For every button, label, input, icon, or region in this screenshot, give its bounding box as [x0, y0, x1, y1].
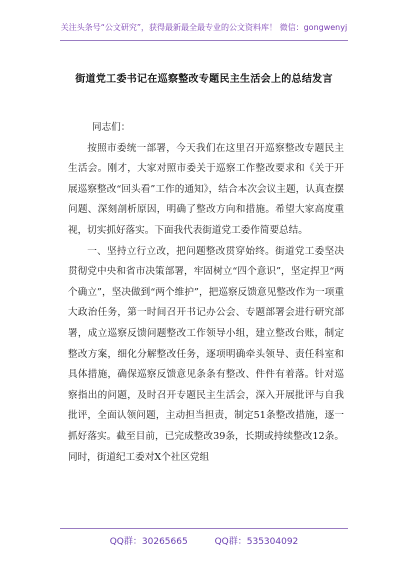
document-title: 街道党工委书记在巡察整改专题民主生活会上的总结发言 [75, 74, 333, 85]
paragraph-2: 一、坚持立行立改，把问题整改贯穿始终。街道党工委坚决贯彻党中央和省市决策部署，牢固树立“四个意识”，坚定捍卫“两个确立”，坚决做到“两个维护”，把巡察反馈意见整改作为一项重大政治任务，第一时间召开书记办公会、专题部署会进行研究部署，成立巡察反馈问题整改工作领导小组，建立整改台账，制定整改方案，细化分解整改任务，逐项明确牵头领导、责任科室和具体措施，确保巡察反馈意见条条有整改、件件有着落。针对巡察指出的问题，及时召开专题民主生活会，深入开展批评与自我批评，全面认领问题，主动担当担责，制定51条整改措施，逐一抓好落实。截至目前，已完成整改39条，长期或持续整改12条。同时，街道纪工委对X个社区党组 [68, 245, 344, 463]
footer-qq-group-1: QQ群：30265665 [109, 537, 188, 547]
footer-qq-group-2: QQ群：535304092 [214, 537, 299, 547]
footer [0, 534, 408, 547]
footer-divider [60, 528, 348, 529]
paragraph-1: 按照市委统一部署，今天我们在这里召开巡察整改专题民主生活会。刚才，大家对照市委关于巡察工作整改要求和《关于开展巡察整改“回头看”工作的通知》，结合本次会议主题，认真查摆问题、深刻剖析原因，明确了整改方向和措施。希望大家高度重视，切实抓好落实。下面我代表街道党工委作简要总结。 [68, 142, 344, 236]
salutation: 同志们： [92, 122, 131, 133]
document-body [68, 118, 344, 468]
header-divider [60, 40, 348, 41]
header-note: 关注头条号“公文研究”，获得最新最全最专业的公文资料库！ 微信：gongwenyj [60, 23, 348, 32]
